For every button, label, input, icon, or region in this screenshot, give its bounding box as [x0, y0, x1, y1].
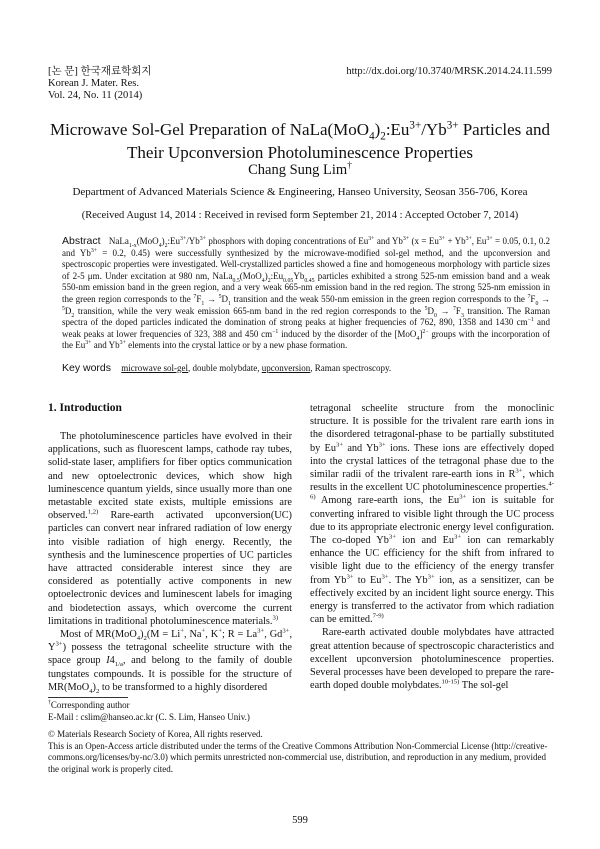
body-text: ion, as a sensitizer, can be effectively excited by an incident light source energy. This energy is transferred to the activator from which radiation can be emitted.: [310, 574, 554, 626]
abstract-text: induced by the disorder of the: [281, 328, 392, 339]
title-line2: Their Upconversion Photoluminescence Properties: [126, 143, 474, 162]
title-part: Particles and: [458, 120, 551, 139]
footnote-text: Corresponding author: [50, 700, 130, 710]
page-number: 599: [292, 815, 308, 826]
journal-english-name: Korean J. Mater. Res.: [48, 78, 139, 89]
body-text: Rare-earth activated upconversion(UC) particles can convert near infrared radiation of low energy into visible radiation of high energy. Recently, the synthesis and the luminescence properties of UC particles have attracted considerable interest since they are considered as potentially active components in new optoelectronic devices and luminescent labels for imaging and biodetection assays, which overcome the current limitations in traditional photoluminescence materials.: [48, 510, 292, 627]
body-text: The photoluminescence particles have evolved in their applications, such as fluorescent lamps, cathode ray tubes, solid-state laser, amplifiers for fiber optics communication and new optoelectronic devices, which show high luminescence quantum yields, since usually more than one metastable excited state exists, multiple emissions are observed.: [48, 431, 292, 522]
body-text: Rare-earth activated double molybdates have attracted great attention because of spectroscopic characteristics and excellent upconversion photoluminescence properties. Several processes have been developed to prepare the rare-earth doped double molybdates.: [310, 627, 554, 692]
keywords-label: Key words: [62, 362, 112, 374]
author-name: Chang Sung Lim†: [248, 161, 352, 178]
body-text: ion can remarkably enhance the UC efficiency for the shift from infrared to visible light due to the efficiency of the energy transfer from Yb: [310, 535, 555, 586]
keyword-link[interactable]: upconversion: [261, 363, 311, 373]
body-text: The sol-gel: [461, 680, 509, 692]
keyword-link[interactable]: microwave sol-gel: [121, 363, 189, 373]
abstract-text: transition. The Raman spectra of the doped particles indicated the domination of strong peaks at higher frequencies of 762, 890, 1358 and 1430 cm: [62, 305, 551, 328]
abstract-text: groups with the incorporation of the Eu: [62, 328, 551, 351]
abstract-text: elements into the crystal lattice or by a new phase formation.: [128, 340, 348, 351]
body-text: Most of MR(MoO: [60, 629, 137, 641]
body-text: , which results in the excellent UC photoluminescence properties.: [310, 469, 555, 494]
section-heading: 1. Introduction: [48, 402, 122, 414]
abstract-text: transition, while the very weak emission 665-nm band in the red region corresponds to the: [77, 305, 422, 316]
abstract-text: transition and the weak 550-nm emission in the green region corresponds to the: [233, 293, 525, 304]
title-part: Microwave Sol-Gel Preparation of NaLa(MoO: [49, 120, 370, 139]
body-text: ion is suitable for converting infrared to visible light through the UC process due to its appropriate electronic energy level configuration. The co-doped Yb: [310, 495, 554, 547]
paper-title: Microwave Sol-Gel Preparation of $NaLa(MoO_4)_2:Eu^{3+}/Yb^{3+}$ Particles and Their Upconversion Photoluminescence Properties: [49, 119, 551, 162]
footnote: [48, 700, 552, 776]
left-column: [48, 430, 292, 694]
received-dates: (Received August 14, 2014 : Received in revised form September 21, 2014 : Accepted October 7, 2014): [81, 210, 519, 221]
abstract-text: particles exhibited a strong 525-nm emission band and a weak 550-nm emission band in the green region, and a very weak 665-nm emission band in the red region. The strong 525-nm emission in the green region corresponds to the: [62, 270, 551, 304]
keyword: Raman spectroscopy.: [314, 363, 392, 373]
footnote-divider: [48, 697, 128, 698]
body-text: tetragonal scheelite structure from the monoclinic structure. It is possible for the trivalent rare earth ions in the disordered tetragonal-phase to be partially substituted by Eu: [310, 403, 554, 454]
body-text: , and belong to the family of double tungstates compounds. It is possible for the structure of MR(MoO: [48, 655, 293, 693]
abstract-text: phosphors with doping concentrations of Eu: [208, 236, 369, 246]
keyword: double molybdate: [192, 363, 258, 373]
intro-paragraph: The photoluminescence particles have evolved in their applications, such as fluorescent lamps, cathode ray tubes, solid-state laser, amplifiers for fiber optics communication and new optoelectronic devices, which show high luminescence quantum yields, since usually more than one metastable excited state exists, multiple emissions are observed.$^{1,2)}$ Rare-earth activated upconversion(UC) particles can convert near infrared radiation of low energy into visible radiation of high energy. Recently, the synthesis and the luminescence properties of UC particles have attracted considerable interest since they are considered as potentially active components in new optoelectronic devices and luminescent labels for imaging and biodetection assays, which overcome the current limitations in traditional photoluminescence materials.$^{3)}$: [48, 431, 292, 627]
intro-paragraph: tetragonal scheelite structure from the monoclinic structure. It is possible for the trivalent rare earth ions in the disordered tetragonal-phase to be partially substituted by $Eu^{3+}$ and $Yb^{3+}$ ions. These ions are effectively doped into the crystal lattices of the tetragonal phase due to the similar radii of the trivalent rare-earth ions in $R^{3+}$, which results in the excellent UC photoluminescence properties.$^{4-6)}$ Among rare-earth ions, the $Eu^{3+}$ ion is suitable for converting infrared to visible light through the UC process due to its appropriate electronic energy level configuration. The co-doped $Yb^{3+}$ ion and $Eu^{3+}$ ion can remarkably enhance the UC efficiency for the shift from infrared to visible light due to the efficiency of the energy transfer from $Yb^{3+}$ to $Eu^{3+}$. The $Yb^{3+}$ ion, as a sensitizer, can be effectively excited by an incident light source energy. This energy is transferred to the activator from which radiation can be emitted.$^{7-9)}$: [310, 403, 555, 626]
copyright-notice: © Materials Research Society of Korea, All rights reserved.: [48, 729, 263, 740]
body-text: to be transformed to a highly disordered: [101, 681, 268, 693]
license-notice: This is an Open-Access article distributed under the terms of the Creative Commons Attribution Non-Commercial License (http://creative-commons.org/licenses/by-nc/3.0) which permits unrestricted non-commercial use, distribution, and reproduction in any medium, provided the original work is properly cited.: [48, 740, 548, 774]
body-text: ions. These ions are effectively doped into the crystal lattices of the tetragonal phase due to the similar radii of the trivalent rare-earth ions in R: [310, 442, 554, 481]
keywords: Key words microwave sol-gel, double molybdate, upconversion, Raman spectroscopy.: [62, 362, 392, 374]
abstract-text: and weak peaks at lower frequencies of 323, 388 and 450 cm: [62, 317, 550, 339]
abstract: Abstract $NaLa_{1-x}(MoO_4)_2:Eu^{3+}/Yb^{3+}$ phosphors with doping concentrations of $Eu^{3+}$ and $Yb^{3+}$ ($x = Eu^{3+} + Yb^{3+}$, $Eu^{3+} = 0.05$, 0.1, 0.2 and $Yb^{3+} = 0.2$, 0.45) were successfully synthesized by the microwave-modified sol-gel method, and the upconversion and spectroscopic properties were investigated. Well-crystallized particles showed a fine and homogeneous morphology with particle sizes of 2-5 μm. Under excitation at 980 nm, $NaLa_{0.5}(MoO_4)_2:Eu_{0.05}Yb_{0.45}$ particles exhibited a strong 525-nm emission band and a weak 550-nm emission band in the green region, and a very weak 665-nm emission band in the red region. The strong 525-nm emission in the green region corresponds to the $^7F_1 \to ^5D_1$ transition and the weak 550-nm emission in the green region corresponds to the $^7F_0 \to ^5D_2$ transition, while the very weak emission 665-nm band in the red region corresponds to the $^5D_0 \to ^7F_3$ transition. The Raman spectra of the doped particles indicated the domination of strong peaks at higher frequencies of 762, 890, 1358 and 1430 $cm^{-1}$ and weak peaks at lower frequencies of 323, 388 and 450 $cm^{-1}$ induced by the disorder of the $[MoO_4]^{2-}$ groups with the incorporation of the $Eu^{3+}$ and $Yb^{3+}$ elements into the crystal lattice or by a new phase formation.: [62, 235, 551, 351]
author-email: E-Mail : cslim@hanseo.ac.kr (C. S. Lim, Hanseo Univ.): [48, 711, 250, 722]
abstract-label: Abstract: [62, 235, 101, 247]
intro-paragraph: Rare-earth activated double molybdates have attracted great attention because of spectroscopic characteristics and excellent upconversion photoluminescence properties. Several processes have been developed to prepare the rare-earth doped double molybdates.$^{10-15)}$ The sol-gel: [310, 627, 554, 692]
abstract-text: were successfully synthesized by the microwave-modified sol-gel method, and the upconversion and spectroscopic properties were investigated. Well-crystallized particles showed a fine and homogeneous morphology with particle sizes of 2-5 μm. Under excitation at 980 nm,: [62, 247, 550, 281]
author-text: Chang Sung Lim: [248, 162, 348, 178]
journal-volume: Vol. 24, No. 11 (2014): [48, 90, 143, 101]
intro-paragraph: Most of $MR(MoO_4)_2(M = Li^+$, Na+, K+; $R = La^{3+}$, $Gd^{3+}$, $Y^{3+}$) possess the tetragonal scheelite structure with the space group $I4_{1/a}$, and belong to the family of double tungstates compounds. It is possible for the structure of $MR(MoO_4)_2$ to be transformed to a highly disordered: [48, 627, 293, 695]
body-text: possess the tetragonal scheelite structure with the space group: [48, 642, 292, 667]
body-text: Among rare-earth ions, the Eu: [320, 495, 460, 507]
doi-link[interactable]: http://dx.doi.org/10.3740/MRSK.2014.24.11.599: [346, 66, 552, 77]
affiliation: Department of Advanced Materials Science & Engineering, Hanseo University, Seosan 356-706, Korea: [72, 186, 528, 198]
corresponding-author: †Corresponding author: [48, 700, 130, 710]
journal-korean-name: [논 문] 한국재료학회지: [48, 66, 152, 77]
right-column: [310, 402, 554, 692]
journal-header: [48, 66, 152, 102]
